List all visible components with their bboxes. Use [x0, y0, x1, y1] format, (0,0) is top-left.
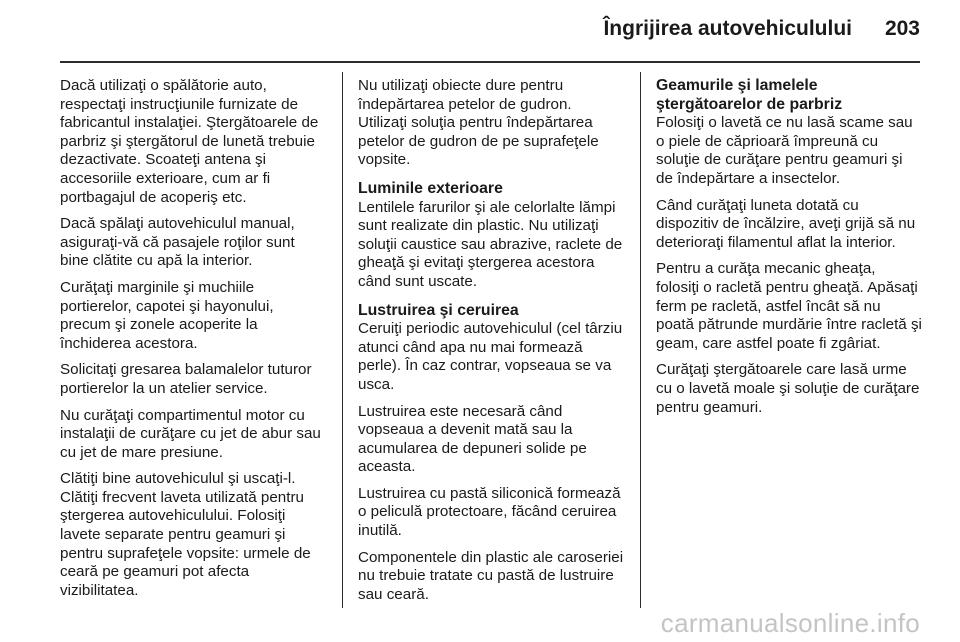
paragraph: Nu utilizaţi obiecte dure pentru îndepărtarea petelor de gudron. Utilizaţi soluţia pentru îndepărtarea petelor de gudron de pe suprafeţele vopsite.: [358, 77, 599, 169]
text-column-1: [60, 77, 326, 608]
section-heading-exterior-lights: Luminile exterioare: [358, 179, 503, 197]
page-header: [60, 14, 920, 44]
paragraph: Curăţaţi ştergătoarele care lasă urme cu o lavetă moale şi soluţie de curăţare pentru geamuri.: [656, 361, 920, 416]
paragraph: Componentele din plastic ale caroseriei nu trebuie tratate cu pastă de lustruire sau ceară.: [358, 548, 624, 603]
paragraph: Solicitaţi gresarea balamalelor tuturor portierelor la un atelier service.: [60, 361, 312, 397]
paragraph: Dacă utilizaţi o spălătorie auto, respectaţi instrucţiunile furnizate de fabricantul instalaţiei. Ştergătoarele de parbriz şi ştergătorul de lunetă trebuie dezactivate. Scoateţi antena şi accesoriile exterioare, cum ar fi portbagajul de acoperiş etc.: [60, 77, 319, 206]
paragraph: Curăţaţi marginile şi muchiile portierelor, capotei şi hayonului, precum şi zonele acoperite la închiderea acestora.: [60, 278, 274, 352]
paragraph: Ceruiţi periodic autovehiculul (cel târziu atunci când apa nu mai formează perle). În caz contrar, vopseaua se va usca.: [358, 320, 623, 393]
page-title: Îngrijirea autovehiculului: [603, 17, 852, 40]
paragraph: Pentru a curăţa mecanic gheaţa, folosiţi o racletă pentru gheaţă. Apăsaţi ferm pe racletă, astfel încât să nu poată pătrunde murdărie între racletă şi geam, care astfel poate fi zgâriat.: [656, 260, 922, 352]
text-column-2: [358, 77, 624, 612]
paragraph: Când curăţaţi luneta dotată cu dispozitiv de încălzire, aveţi grijă să nu deterioraţi filamentul aflat la interior.: [656, 196, 916, 251]
paragraph: Folosiţi o lavetă ce nu lasă scame sau o piele de căprioară împreună cu soluţie de curăţare pentru geamuri şi de îndepărtare a insectelor.: [656, 114, 913, 187]
column-divider: [640, 72, 641, 608]
paragraph: Lustruirea cu pastă siliconică formează o peliculă protectoare, făcând ceruirea inutilă.: [358, 484, 621, 540]
paragraph: Nu curăţaţi compartimentul motor cu instalaţii de curăţare cu jet de abur sau cu jet de mare presiune.: [60, 406, 321, 461]
text-column-3: [656, 77, 922, 425]
section-heading-polishing-waxing: Lustruirea şi ceruirea: [358, 301, 519, 319]
page-number: 203: [884, 17, 920, 40]
column-divider: [342, 72, 343, 608]
header-divider: [60, 61, 920, 63]
paragraph: Dacă spălaţi autovehiculul manual, asiguraţi-vă că pasajele roţilor sunt bine clătite cu apă la interior.: [60, 215, 295, 270]
section-heading-windows-wipers: Geamurile şi lamelele ştergătoarelor de parbriz: [656, 77, 843, 113]
paragraph: Clătiţi bine autovehiculul şi uscaţi-l. Clătiţi frecvent laveta utilizată pentru ştergerea autovehiculului. Folosiţi lavete separate pentru geamuri şi pentru suprafeţele vopsite: urmele de ceară pe geamuri pot afecta vizibilitatea.: [60, 470, 311, 599]
paragraph: Lustruirea este necesară când vopseaua a devenit mată sau la acumularea de depuneri solide pe aceasta.: [358, 402, 587, 476]
paragraph: Lentilele farurilor şi ale celorlalte lămpi sunt realizate din plastic. Nu utilizaţi soluţii caustice sau abrazive, raclete de gheaţă şi evitaţi ştergerea acestora când sunt uscate.: [358, 198, 623, 290]
watermark: carmanualsonline.info: [660, 608, 920, 638]
